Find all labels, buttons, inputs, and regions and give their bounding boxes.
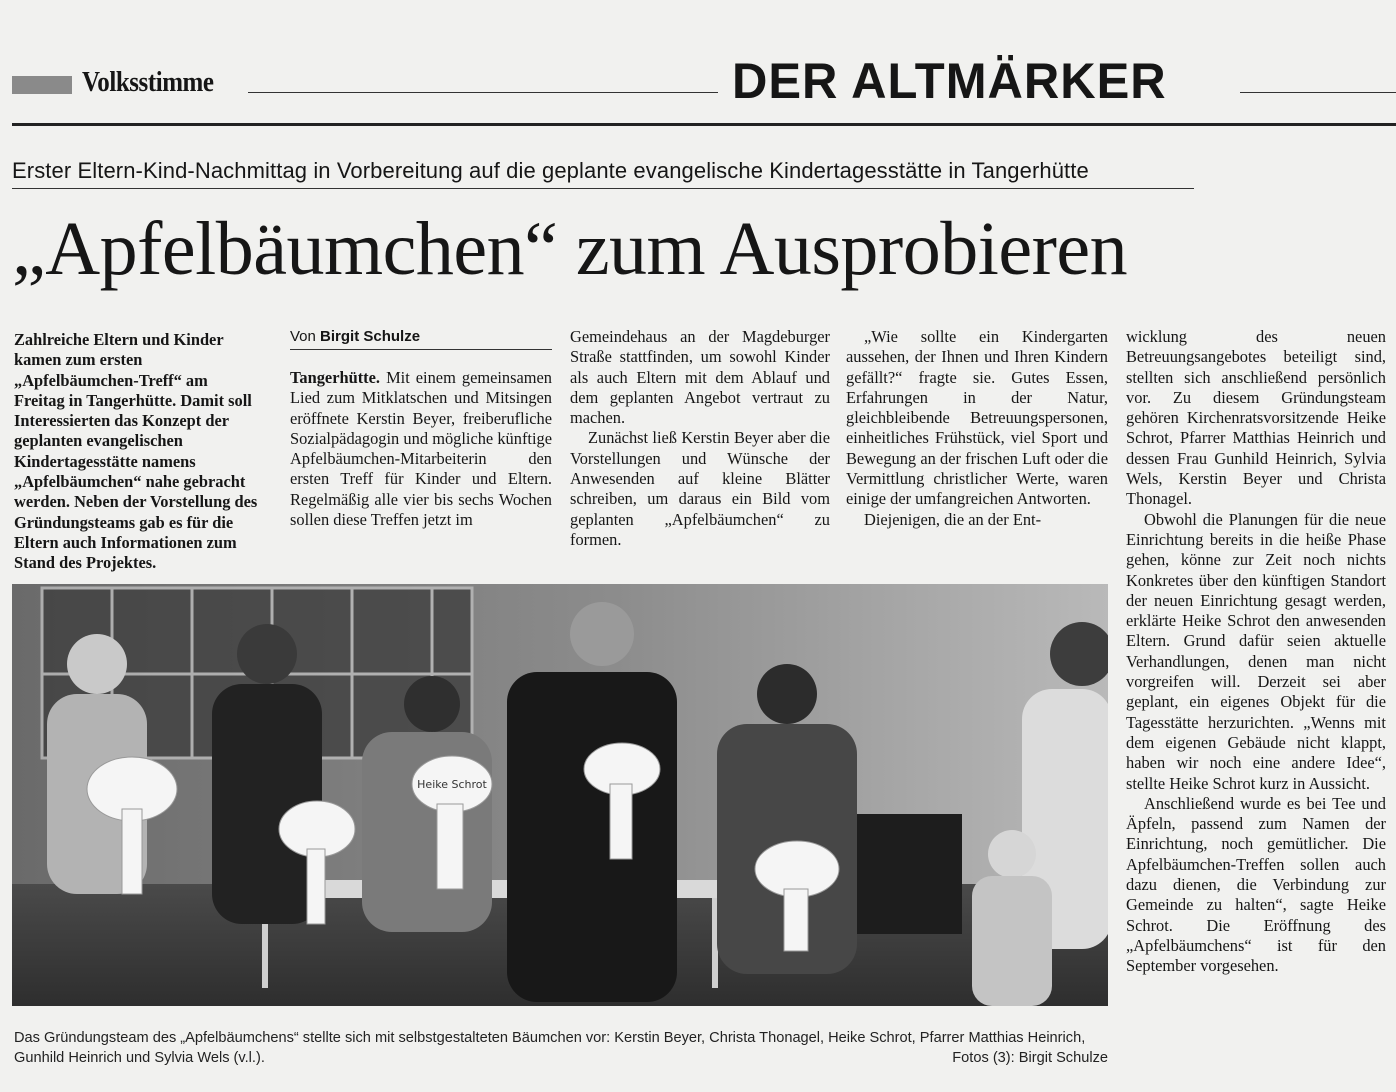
section-title: DER ALTMÄRKER: [732, 53, 1167, 109]
team-photo: [12, 584, 1108, 1006]
text-column-1: [290, 368, 552, 530]
column-3-paragraph-1: „Wie sollte ein Kindergarten aussehen, der Ihnen und Ihren Kindern gefällt?“ fragte sie. Gutes Essen, Erfahrungen in der Natur, gleichbleibende Betreuungspersonen, einheitliches Frühstück, viel Sport und Bewegung an der frischen Luft oder die Vermittlung christlicher Werte, waren einige der umfangreichen Antworten.: [846, 327, 1108, 509]
byline: [290, 328, 552, 350]
text-column-2: [570, 327, 830, 550]
column-4-paragraph-1: wicklung des neuen Betreuungsangebotes beteiligt sind, stellten sich anschließend persönlich vor. Zu diesem Gründungsteam gehören Kirchenratsvorsitzende Heike Schrot, Pfarrer Matthias Heinrich und dessen Frau Gunhild Heinrich, Sylvia Wels, Kerstin Beyer und Christa Thonagel.: [1126, 327, 1386, 509]
newspaper-name: Volksstimme: [82, 66, 214, 98]
column-4-paragraph-3: Anschließend wurde es bei Tee und Äpfeln, passend zum Namen der Einrichtung, noch gemütlicher. Die Apfelbäumchen-Treffen sollen auch dazu dienen, die Verbindung zur Gemeinde zu halten“, sagte Heike Schrot. Die Eröffnung des „Apfelbäumchens“ ist für den September vorgesehen.: [1126, 793, 1386, 976]
photo-credit: Fotos (3): Birgit Schulze: [952, 1050, 1108, 1066]
article-headline: „Apfelbäumchen“ zum Ausprobieren: [12, 207, 1128, 291]
text-column-3: [846, 327, 1108, 530]
byline-prefix: Von: [290, 328, 316, 345]
photo-caption-block: [14, 1028, 1108, 1068]
masthead-divider: [248, 92, 718, 93]
masthead-bar: [12, 76, 72, 94]
column-4-paragraph-2: Obwohl die Planungen für die neue Einrichtung bereits in die heiße Phase gehen, könne zur Zeit noch nichts Konkretes über den künftigen Standort der neuen Einrichtung gesagt werden, erklärte Heike Schrot den anwesenden Eltern. Grund dafür seien aktuelle Verhandlungen, denen man nicht vorgreifen will. Derzeit sei aber geplant, ein eigenes Objekt für die Tagesstätte herzurichten. „Wenns mit dem eigenen Gebäude nicht klappt, haben wir noch eine andere Idee“, stellte Heike Schrot kurz in Aussicht.: [1126, 509, 1386, 793]
column-2-paragraph-1: Gemeindehaus an der Magdeburger Straße stattfinden, um sowohl Kinder als auch Eltern mit dem Ablauf und dem geplanten Angebot vertraut zu machen.: [570, 327, 830, 428]
dateline: Tangerhütte.: [290, 368, 381, 387]
article-lead: Zahlreiche Eltern und Kinder kamen zum ersten „Apfelbäumchen-Treff“ am Freitag in Tangerhütte. Damit soll Interessierten das Konzept der geplanten evangelischen Kindertagesstätte namens „Apfelbäumchen“ nahe gebracht werden. Neben der Vorstellung des Gründungsteams gab es für die Eltern auch Informationen zum Stand des Projektes.: [14, 330, 258, 573]
column-3-paragraph-2: Diejenigen, die an der Ent-: [864, 509, 1042, 529]
team-photo-illustration: [12, 584, 1108, 1006]
column-1-text: Mit einem gemeinsamen Lied zum Mitklatschen und Mitsingen eröffnete Kerstin Beyer, freiberufliche Sozialpädagogin und mögliche künftige Apfelbäumchen-Mitarbeiterin den ersten Treff für Kinder und Eltern. Regelmäßig alle vier bis sechs Wochen sollen diese Treffen jetzt im: [290, 368, 552, 530]
masthead-divider-right: [1240, 92, 1396, 93]
photo-caption: Das Gründungsteam des „Apfelbäumchens“ stellte sich mit selbstgestalteten Bäumchen vor: Kerstin Beyer, Christa Thonagel, Heike Schrot, Pfarrer Matthias Heinrich, Gunhild Heinrich und Sylvia Wels (v.l.).: [14, 1030, 1086, 1066]
kicker-rule: [12, 188, 1194, 189]
byline-author: Birgit Schulze: [320, 328, 421, 345]
text-column-4: [1126, 327, 1386, 977]
masthead-rule: [12, 123, 1396, 126]
article-kicker: Erster Eltern-Kind-Nachmittag in Vorbereitung auf die geplante evangelische Kindertagesstätte in Tangerhütte: [12, 158, 1089, 183]
tree-label: Heike Schrot: [417, 778, 487, 791]
column-2-paragraph-2: Zunächst ließ Kerstin Beyer aber die Vorstellungen und Wünsche der Anwesenden auf kleine Blätter schreiben, um daraus ein Bild vom geplanten „Apfelbäumchen“ zu formen.: [570, 428, 830, 549]
